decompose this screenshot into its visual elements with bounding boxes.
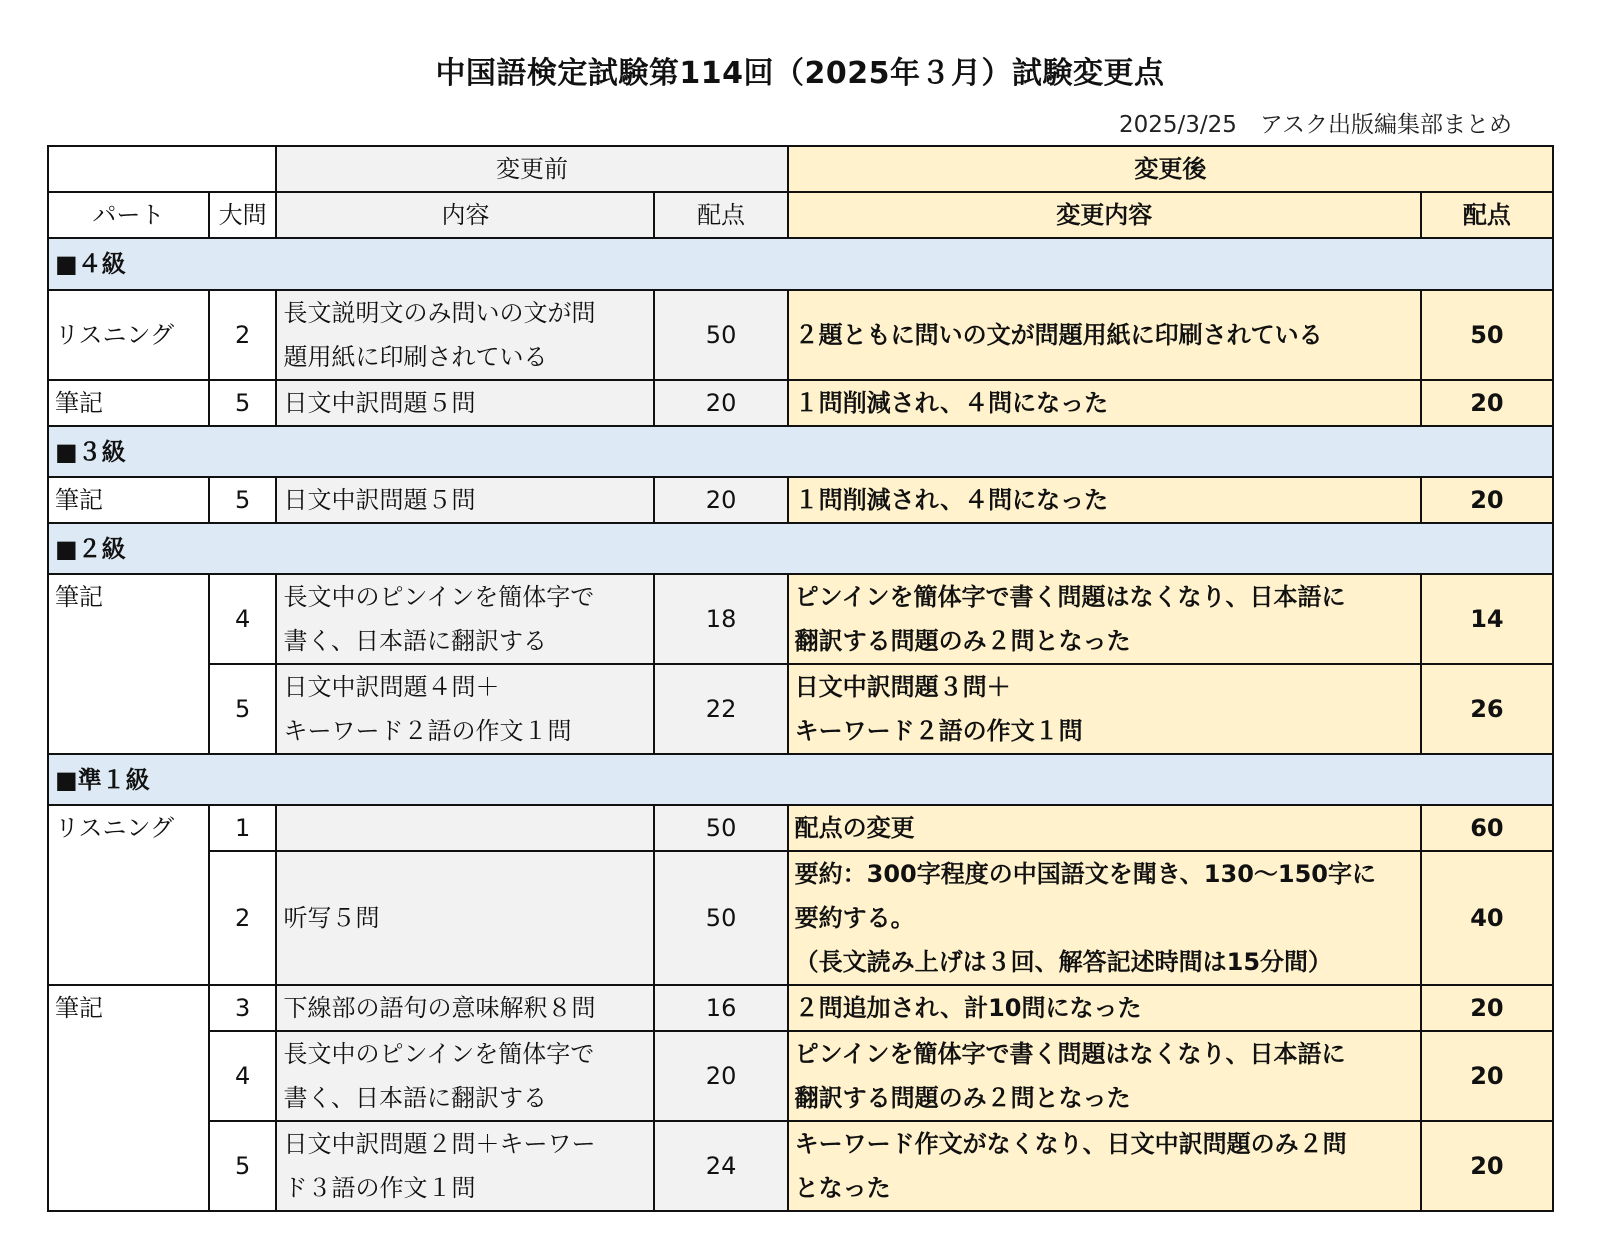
new-score-cell: 14 [1421,574,1553,664]
content-cell-line: 題用紙に印刷されている [283,343,548,371]
change-cell [788,851,1421,985]
score-cell: 18 [654,574,787,664]
daimon-cell: 5 [209,477,277,523]
daimon-cell: 3 [209,985,277,1031]
change-cell-line: ピンインを簡体字で書く問題はなくなり、日本語に [794,1040,1346,1068]
daimon-cell: 1 [209,805,277,851]
change-cell [788,574,1421,664]
change-cell-line: 要約：300字程度の中国語文を聞き、130～150字に [794,860,1376,888]
header-before: 変更前 [276,146,787,192]
table-row [48,1031,1553,1121]
content-cell-line: 日文中訳問題４問＋ [283,673,500,701]
header-blank [48,146,276,192]
table-row [48,1121,1553,1211]
section-row [48,238,1553,290]
header-score: 配点 [654,192,787,238]
part-cell: リスニング [48,290,209,380]
change-cell [788,985,1421,1031]
change-cell-line: １問削減され、４問になった [794,486,1109,514]
change-cell [788,290,1421,380]
section-label: ■準１級 [48,754,1553,805]
content-cell-line: 書く、日本語に翻訳する [283,627,547,655]
score-cell: 24 [654,1121,787,1211]
part-cell: 筆記 [48,380,209,426]
new-score-cell: 20 [1421,985,1553,1031]
daimon-cell: 5 [209,380,277,426]
content-cell [276,664,654,754]
header-new-score: 配点 [1421,192,1553,238]
content-cell [276,805,654,851]
new-score-cell: 20 [1421,1031,1553,1121]
daimon-cell: 5 [209,664,277,754]
content-cell-line: 听写５問 [283,904,380,932]
change-cell-line: 配点の変更 [794,814,915,842]
change-cell [788,664,1421,754]
daimon-cell: 2 [209,290,277,380]
change-cell [788,805,1421,851]
change-cell-line: 日文中訳問題３問＋ [794,673,1011,701]
content-cell [276,1121,654,1211]
content-cell [276,380,654,426]
content-cell-line: 日文中訳問題２問＋キーワー [283,1130,596,1158]
header-change-content: 変更内容 [788,192,1421,238]
content-cell-line: 下線部の語句の意味解釈８問 [283,994,596,1022]
change-cell-line: ２問追加され、計10問になった [794,994,1142,1022]
change-cell-line: １問削減され、４問になった [794,389,1109,417]
score-cell: 16 [654,985,787,1031]
section-label: ■３級 [48,426,1553,477]
table-row [48,851,1553,985]
table-row [48,985,1553,1031]
part-cell: リスニング [48,805,209,985]
header-part: パート [48,192,209,238]
new-score-cell: 40 [1421,851,1553,985]
change-cell-line: 翻訳する問題のみ２問となった [794,1084,1131,1112]
content-cell-line: 日文中訳問題５問 [283,389,476,417]
score-cell: 20 [654,380,787,426]
content-cell-line: 書く、日本語に翻訳する [283,1084,547,1112]
content-cell-line: ド３語の作文１問 [283,1174,476,1202]
score-cell: 22 [654,664,787,754]
content-cell [276,1031,654,1121]
section-label: ■２級 [48,523,1553,574]
table-row [48,805,1553,851]
table-row [48,290,1553,380]
daimon-cell: 5 [209,1121,277,1211]
section-row [48,426,1553,477]
content-cell [276,290,654,380]
score-cell: 20 [654,1031,787,1121]
change-cell-line: 要約する。 [794,904,915,932]
header-row-2 [48,192,1553,238]
change-cell [788,1031,1421,1121]
new-score-cell: 20 [1421,477,1553,523]
content-cell [276,574,654,664]
content-cell-line: 長文中のピンインを簡体字で [283,583,595,611]
change-cell-line: ２題ともに問いの文が問題用紙に印刷されている [794,321,1323,349]
content-cell [276,985,654,1031]
new-score-cell: 20 [1421,380,1553,426]
score-cell: 50 [654,851,787,985]
new-score-cell: 50 [1421,290,1553,380]
change-cell [788,477,1421,523]
header-row-1 [48,146,1553,192]
change-cell [788,380,1421,426]
change-cell-line: キーワード作文がなくなり、日文中訳問題のみ２問 [794,1130,1347,1158]
new-score-cell: 20 [1421,1121,1553,1211]
changes-table [47,145,1554,1212]
table-row [48,380,1553,426]
score-cell: 50 [654,805,787,851]
page-subtitle: 2025/3/25 アスク出版編集部まとめ [1118,112,1512,138]
content-cell [276,477,654,523]
part-cell: 筆記 [48,985,209,1211]
section-row [48,523,1553,574]
change-cell-line: ピンインを簡体字で書く問題はなくなり、日本語に [794,583,1346,611]
header-daimon: 大問 [209,192,277,238]
change-cell-line: キーワード２語の作文１問 [794,717,1083,745]
daimon-cell: 4 [209,1031,277,1121]
content-cell [276,851,654,985]
change-cell-line: （長文読み上げは３回、解答記述時間は15分間） [794,948,1333,976]
section-row [48,754,1553,805]
page-title: 中国語検定試験第114回（2025年３月）試験変更点 [435,56,1165,91]
table-row [48,574,1553,664]
content-cell-line: キーワード２語の作文１問 [283,717,572,745]
section-label: ■４級 [48,238,1553,290]
daimon-cell: 2 [209,851,277,985]
change-cell-line: 翻訳する問題のみ２問となった [794,627,1131,655]
change-cell-line: となった [794,1174,891,1202]
score-cell: 20 [654,477,787,523]
part-cell: 筆記 [48,477,209,523]
daimon-cell: 4 [209,574,277,664]
table-row [48,477,1553,523]
new-score-cell: 60 [1421,805,1553,851]
header-content: 内容 [276,192,654,238]
score-cell: 50 [654,290,787,380]
table-row [48,664,1553,754]
table-body [48,146,1553,1211]
content-cell-line: 長文中のピンインを簡体字で [283,1040,595,1068]
new-score-cell: 26 [1421,664,1553,754]
part-cell: 筆記 [48,574,209,754]
change-cell [788,1121,1421,1211]
header-after: 変更後 [788,146,1553,192]
content-cell-line: 日文中訳問題５問 [283,486,476,514]
content-cell-line: 長文説明文のみ問いの文が問 [283,299,596,327]
